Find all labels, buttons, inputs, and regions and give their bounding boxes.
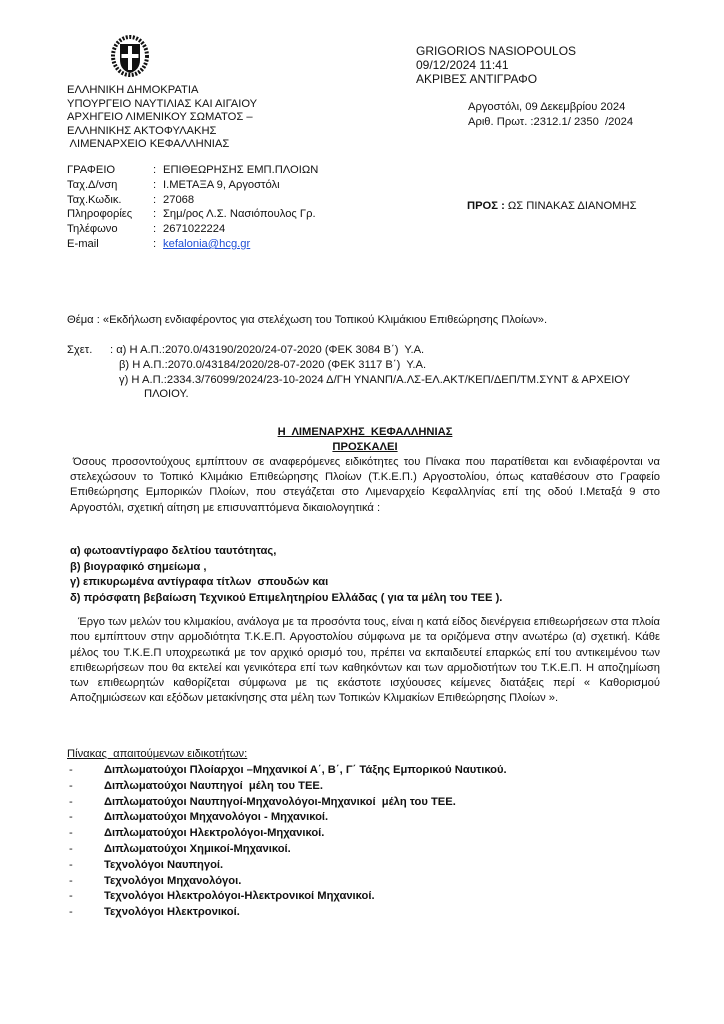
contact-row-office: [67, 163, 318, 178]
specialties-title: Πίνακας απαιτούμενων ειδικοτήτων:: [67, 748, 248, 760]
contact-label: Ταχ.Κωδικ.: [67, 193, 122, 206]
contact-value: ΕΠΙΘΕΩΡΗΣΗΣ ΕΜΠ.ΠΛΟΙΩΝ: [163, 164, 319, 176]
specialty-item: [67, 763, 507, 779]
required-document-item: δ) πρόσφατη βεβαίωση Τεχνικού Επιμελητηρίου Ελλάδας ( για τα μέλη του ΤΕΕ ).: [70, 591, 503, 604]
contact-value: 27068: [163, 193, 195, 206]
digital-signature-stamp: [416, 44, 576, 86]
contact-info: [67, 163, 318, 252]
document-heading: [67, 425, 663, 454]
invitation-paragraph: Όσους προσοντούχους εμπίπτουν σε αναφερόμενες ειδικότητες του Πίνακα που παρατίθεται και ενδιαφέρονται να στελεχώσουν το Τοπικό Κλιμάκιο Επιθεώρησης Πλοίων (Τ.Κ.Ε.Π.) Αργοστολίου, όπως καταθέσουν στο Γραφείο Επιθεώρησης Εμπορικών Πλοίων, που στεγάζεται στο Λιμεναρχείο Κεφαλληνίας επί της οδού Ι.Μεταξά 9 στο Αργοστόλι, σχετική αίτηση με επισυναπτόμενα δικαιολογητικά :: [70, 456, 660, 514]
specialty-item: [67, 810, 507, 826]
date-protocol-block: [468, 100, 633, 130]
recipient: [467, 200, 637, 214]
contact-label: Πληροφορίες: [67, 208, 133, 221]
reference-item-continuation: ΠΛΟΙΟΥ.: [144, 388, 189, 401]
separator: :: [153, 178, 157, 191]
specialty-text: Διπλωματούχοι Χημικοί-Μηχανικοί.: [104, 842, 291, 855]
specialty-item: [67, 874, 507, 890]
bullet-dash: -: [69, 795, 73, 808]
signer-name: GRIGORIOS NASIOPOULOS: [416, 44, 577, 58]
reference-text: : α) Η Α.Π.:2070.0/43190/2020/24-07-2020 (ΦΕΚ 3084 Β΄) Υ.Α.: [110, 344, 425, 356]
email-link[interactable]: kefalonia@hcg.gr: [163, 237, 251, 250]
specialty-text: Διπλωματούχοι Μηχανολόγοι - Μηχανικοί.: [104, 811, 329, 824]
recipient-label: ΠΡΟΣ :: [467, 200, 505, 212]
specialty-text: Διπλωματούχοι Ναυπηγοί-Μηχανολόγοι-Μηχανικοί μέλη του ΤΕΕ.: [104, 795, 456, 808]
reference-item: [67, 343, 630, 358]
specialty-item: [67, 795, 507, 811]
specialty-item: [67, 905, 507, 921]
header-line: ΕΛΛΗΝΙΚΗ ΔΗΜΟΚΡΑΤΙΑ: [67, 84, 199, 96]
header-line: ΕΛΛΗΝΙΚΗΣ ΑΚΤΟΦΥΛΑΚΗΣ: [67, 124, 217, 137]
contact-row-address: [67, 178, 318, 193]
reference-item: γ) Η Α.Π.:2334.3/76099/2024/23-10-2024 Δ/ΓΗ ΥΝΑΝΠ/Α.ΛΣ-ΕΛ.ΑΚΤ/ΚΕΠ/ΔΕΠ/ΤΜ.ΣΥΝΤ & ΑΡΧΕΙΟΥ: [119, 373, 631, 386]
signature-datetime: 09/12/2024 11:41: [416, 58, 509, 72]
issuing-authority-header: [67, 84, 257, 152]
specialty-text: Τεχνολόγοι Ηλεκτρονικοί.: [104, 906, 240, 919]
separator: :: [153, 223, 157, 236]
specialty-item: [67, 889, 507, 905]
header-line: ΛΙΜΕΝΑΡΧΕΙΟ ΚΕΦΑΛΛΗΝΙΑΣ: [67, 138, 230, 151]
references-label: Σχετ.: [67, 344, 93, 356]
references: [67, 343, 630, 402]
heading-action: ΠΡΟΣΚΑΛΕΙ: [332, 440, 398, 453]
recipient-value: ΩΣ ΠΙΝΑΚΑΣ ΔΙΑΝΟΜΗΣ: [507, 200, 637, 212]
required-document-item: γ) επικυρωμένα αντίγραφα τίτλων σπουδών και: [70, 576, 329, 588]
specialty-text: Διπλωματούχοι Πλοίαρχοι –Μηχανικοί Α΄, Β΄, Γ΄ Τάξης Εμπορικού Ναυτικού.: [104, 764, 507, 776]
bullet-dash: -: [69, 764, 73, 776]
protocol-number: Αριθ. Πρωτ. :2312.1/ 2350 /2024: [468, 115, 634, 128]
contact-value: Σημ/ρος Λ.Σ. Νασιόπουλος Γρ.: [163, 208, 316, 221]
separator: :: [153, 208, 157, 221]
separator: :: [153, 237, 157, 250]
bullet-dash: -: [69, 779, 73, 792]
contact-value: Ι.ΜΕΤΑΞΑ 9, Αργοστόλι: [163, 178, 280, 191]
duties-paragraph: Έργο των μελών του κλιμακίου, ανάλογα με τα προσόντα τους, είναι η κατά είδος διενέργεια επιθεωρήσεων στα πλοία που εμπίπτουν στην αρμοδιότητα Τ.Κ.Ε.Π. Αργοστολίου σύμφωνα με τα οριζόμενα στην ανωτέρω (α) σχετική. Κάθε μέλος του Τ.Κ.Ε.Π υποχρεωτικά με τον αρχικό ορισμό του, πρέπει να εκπαιδευτεί επαρκώς επί του αντικειμένου των επιθεωρήσεων που θα εκτελεί και γενικότερα επί των καθηκόντων και των αρμοδιοτήτων του Τ.Κ.Ε.Π. Η αποζημίωση των επιθεωρητών καθορίζεται σύμφωνα με τις εκάστοτε ισχύουσες κείμενες διατάξεις περί « Καθορισμού Αποζημιώσεων και εξόδων μετακίνησης στα μέλη των Τοπικών Κλιμακίων Επιθεώρησης Πλοίων ».: [70, 616, 660, 705]
specialty-text: Διπλωματούχοι Ηλεκτρολόγοι-Μηχανικοί.: [104, 827, 325, 840]
specialty-item: [67, 842, 507, 858]
specialties-list: [67, 763, 507, 921]
specialty-item: [67, 779, 507, 795]
separator: :: [153, 193, 157, 206]
required-documents-list: [70, 544, 502, 606]
specialty-item: [67, 858, 507, 874]
header-line: ΥΠΟΥΡΓΕΙΟ ΝΑΥΤΙΛΙΑΣ ΚΑΙ ΑΙΓΑΙΟΥ: [67, 97, 258, 110]
specialty-text: Διπλωματούχοι Ναυπηγοί μέλη του ΤΕΕ.: [104, 779, 323, 792]
bullet-dash: -: [69, 827, 73, 840]
contact-value: 2671022224: [163, 223, 226, 236]
bullet-dash: -: [69, 858, 73, 871]
bullet-dash: -: [69, 842, 73, 855]
required-document-item: α) φωτοαντίγραφο δελτίου ταυτότητας,: [70, 545, 277, 557]
contact-label: E-mail: [67, 237, 99, 250]
subject-line: Θέμα : «Εκδήλωση ενδιαφέροντος για στελέχωση του Τοπικού Κλιμάκιου Επιθεώρησης Πλοίων».: [67, 314, 548, 326]
bullet-dash: -: [69, 811, 73, 824]
contact-row-phone: [67, 222, 318, 237]
bullet-dash: -: [69, 906, 73, 919]
contact-row-postcode: [67, 193, 318, 208]
specialty-text: Τεχνολόγοι Ναυπηγοί.: [104, 858, 224, 871]
certified-copy-note: ΑΚΡΙΒΕΣ ΑΝΤΙΓΡΑΦΟ: [416, 72, 538, 86]
specialty-text: Τεχνολόγοι Ηλεκτρολόγοι-Ηλεκτρονικοί Μηχανικοί.: [104, 890, 375, 903]
specialty-text: Τεχνολόγοι Μηχανολόγοι.: [104, 874, 242, 887]
contact-row-information: [67, 207, 318, 222]
reference-item: β) Η Α.Π.:2070.0/43184/2020/28-07-2020 (ΦΕΚ 3117 Β΄) Υ.Α.: [119, 358, 427, 371]
contact-label: ΓΡΑΦΕΙΟ: [67, 164, 116, 176]
contact-row-email: [67, 237, 318, 252]
contact-label: Ταχ.Δ/νση: [67, 178, 118, 191]
specialty-item: [67, 826, 507, 842]
header-line: ΑΡΧΗΓΕΙΟ ΛΙΜΕΝΙΚΟΥ ΣΩΜΑΤΟΣ –: [67, 111, 253, 124]
greek-coat-of-arms-icon: [110, 34, 150, 80]
document-date: Αργοστόλι, 09 Δεκεμβρίου 2024: [468, 101, 626, 113]
bullet-dash: -: [69, 874, 73, 887]
required-document-item: β) βιογραφικό σημείωμα ,: [70, 560, 207, 573]
separator: :: [153, 164, 157, 176]
bullet-dash: -: [69, 890, 73, 903]
heading-authority: Η ΛΙΜΕΝΑΡΧΗΣ ΚΕΦΑΛΛΗΝΙΑΣ: [277, 426, 453, 438]
contact-label: Τηλέφωνο: [67, 223, 118, 236]
